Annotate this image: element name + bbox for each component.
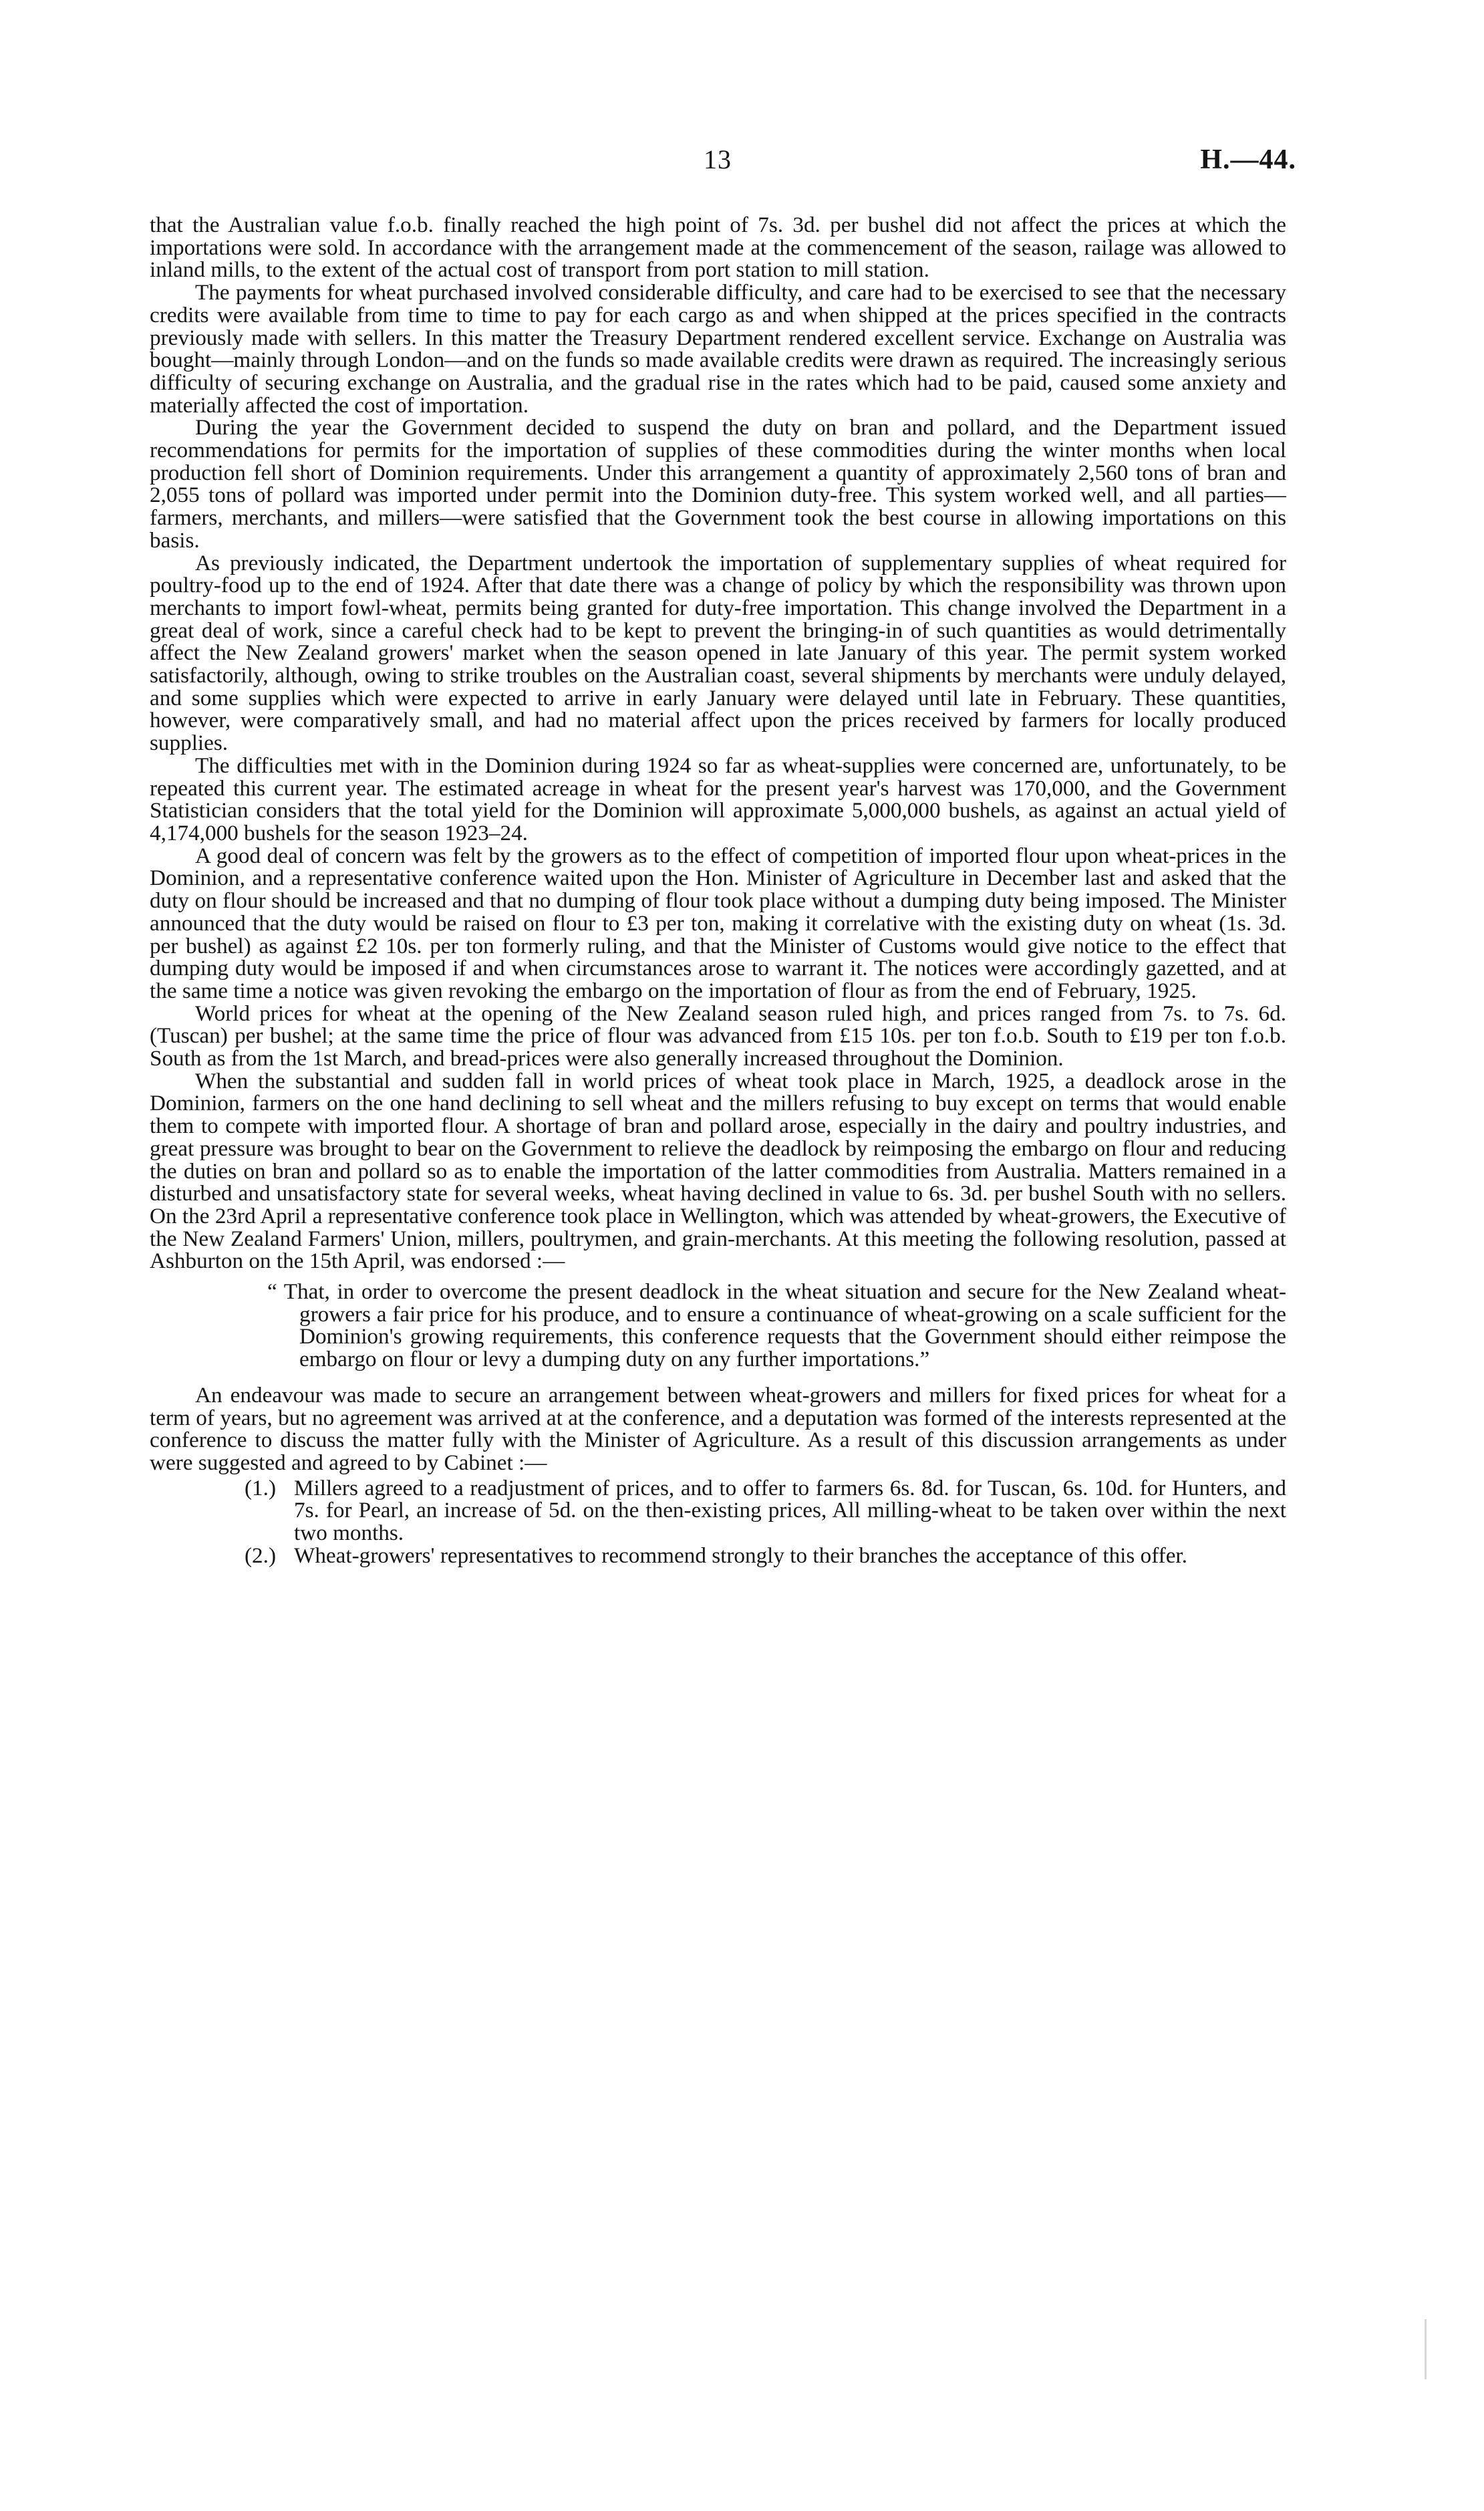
paragraph-6: A good deal of concern was felt by the growers as to the effect of competition of imported flour upon wheat-prices in the Dominion, and a representative conference waited upon the Hon. Minister of Agriculture in December last and asked that the duty on flour should be increased and that no dumping of flour took place without a dumping duty being imposed. The Minister announced that the duty would be raised on flour to £3 per ton, making it correlative with the existing duty on wheat (1s. 3d. per bushel) as against £2 10s. per ton formerly ruling, and that the Minister of Customs would give notice to the effect that dumping duty would be imposed if and when circumstances arose to warrant it. The notices were accordingly gazetted, and at the same time a notice was given revoking the embargo on the importation of flour as from the end of February, 1925. bbox=[150, 843, 1286, 1003]
list-item-number: (1.) bbox=[245, 1475, 276, 1500]
scan-mark bbox=[1425, 2319, 1427, 2379]
paragraph-2: The payments for wheat purchased involved considerable difficulty, and care had to be exercised to see that the necessary credits were available from time to time to pay for each cargo as and when shipped at the prices specified in the contracts previously made with sellers. In this matter the Treasury Department rendered excellent service. Exchange on Australia was bought—mainly through London—and on the funds so made available credits were drawn as required. The increasingly serious difficulty of securing exchange on Australia, and the gradual rise in the rates which had to be paid, caused some anxiety and materially affected the cost of importation. bbox=[150, 280, 1286, 418]
body-text bbox=[150, 214, 1286, 1567]
list-item bbox=[245, 1477, 1286, 1545]
paragraph-8: When the substantial and sudden fall in world prices of wheat took place in March, 1925, a deadlock arose in the Dominion, farmers on the one hand declining to sell wheat and the millers refusing to buy except on terms that would enable them to compete with imported flour. A shortage of bran and pollard arose, especially in the dairy and poultry industries, and great pressure was brought to bear on the Government to relieve the deadlock by reimposing the embargo on flour and reducing the duties on bran and pollard so as to enable the importation of the latter commodities from Australia. Matters remained in a disturbed and unsatisfactory state for several weeks, wheat having declined in value to 6s. 3d. per bushel South with no sellers. On the 23rd April a representative conference took place in Wellington, which was attended by wheat-growers, the Executive of the New Zealand Farmers' Union, millers, poultrymen, and grain-merchants. At this meeting the following resolution, passed at Ashburton on the 15th April, was endorsed :— bbox=[150, 1068, 1286, 1274]
page-header bbox=[150, 144, 1296, 184]
paragraph-4: As previously indicated, the Department undertook the importation of supplementary supplies of wheat required for poultry-food up to the end of 1924. After that date there was a change of policy by which the responsibility was thrown upon merchants to import fowl-wheat, permits being granted for duty-free importation. This change involved the Department in a great deal of work, since a careful check had to be kept to prevent the bringing-in of such quantities as would detrimentally affect the New Zealand growers' market when the season opened in late January of this year. The permit system worked satisfactorily, although, owing to strike troubles on the Australian coast, several shipments by merchants were unduly delayed, and some supplies which were expected to arrive in early January were delayed until late in February. These quantities, however, were comparatively small, and had no material affect upon the prices received by farmers for locally produced supplies. bbox=[150, 550, 1286, 756]
resolution-quote: “ That, in order to overcome the present deadlock in the wheat situation and secure for the New Zealand wheat-growers a fair price for his produce, and to ensure a continuance of wheat-growing on a scale sufficient for the Dominion's growing requirements, this conference requests that the Government should either reimpose the embargo on flour or levy a dumping duty on any further importations.” bbox=[267, 1279, 1286, 1372]
paragraph-5: The difficulties met with in the Dominion during 1924 so far as wheat-supplies were concerned are, unfortunately, to be repeated this current year. The estimated acreage in wheat for the present year's harvest was 170,000, and the Government Statistician considers that the total yield for the Dominion will approximate 5,000,000 bushels, as against an actual yield of 4,174,000 bushels for the season 1923–24. bbox=[150, 753, 1286, 845]
paragraph-7: World prices for wheat at the opening of the New Zealand season ruled high, and prices ranged from 7s. to 7s. 6d. (Tuscan) per bushel; at the same time the price of flour was advanced from £15 10s. per ton f.o.b. South to £19 per ton f.o.b. South as from the 1st March, and bread-prices were also generally increased throughout the Dominion. bbox=[150, 1001, 1286, 1071]
list-item-text: Millers agreed to a readjustment of prices, and to offer to farmers 6s. 8d. for Tuscan, 6s. 10d. for Hunters, and 7s. for Pearl, an increase of 5d. on the then-existing prices, All milling-wheat to be taken over within the next two months. bbox=[294, 1475, 1286, 1546]
paragraph-1: that the Australian value f.o.b. finally reached the high point of 7s. 3d. per bushel did not affect the prices at which the importations were sold. In accordance with the arrangement made at the commencement of the season, railage was allowed to inland mills, to the extent of the actual cost of transport from port station to mill station. bbox=[150, 213, 1286, 283]
document-reference: H.—44. bbox=[1200, 144, 1296, 175]
list-item-text: Wheat-growers' representatives to recommend strongly to their branches the acceptance of this offer. bbox=[294, 1543, 1187, 1568]
list-item-number: (2.) bbox=[245, 1543, 276, 1568]
paragraph-3: During the year the Government decided to suspend the duty on bran and pollard, and the Department issued recommendations for permits for the importation of supplies of these commodities during the winter months when local production fell short of Dominion requirements. Under this arrangement a quantity of approximately 2,560 tons of bran and 2,055 tons of pollard was imported under permit into the Dominion duty-free. This system worked well, and all parties—farmers, merchants, and millers—were satisfied that the Government took the best course in allowing importations on this basis. bbox=[150, 415, 1286, 553]
arrangements-list bbox=[150, 1477, 1286, 1567]
list-item bbox=[245, 1545, 1286, 1567]
page-number: 13 bbox=[704, 144, 732, 174]
closing-paragraph: An endeavour was made to secure an arrangement between wheat-growers and millers for fixed prices for wheat for a term of years, but no agreement was arrived at at the conference, and a deputation was formed of the interests represented at the conference to discuss the matter fully with the Minister of Agriculture. As a result of this discussion arrangements as under were suggested and agreed to by Cabinet :— bbox=[150, 1382, 1286, 1475]
